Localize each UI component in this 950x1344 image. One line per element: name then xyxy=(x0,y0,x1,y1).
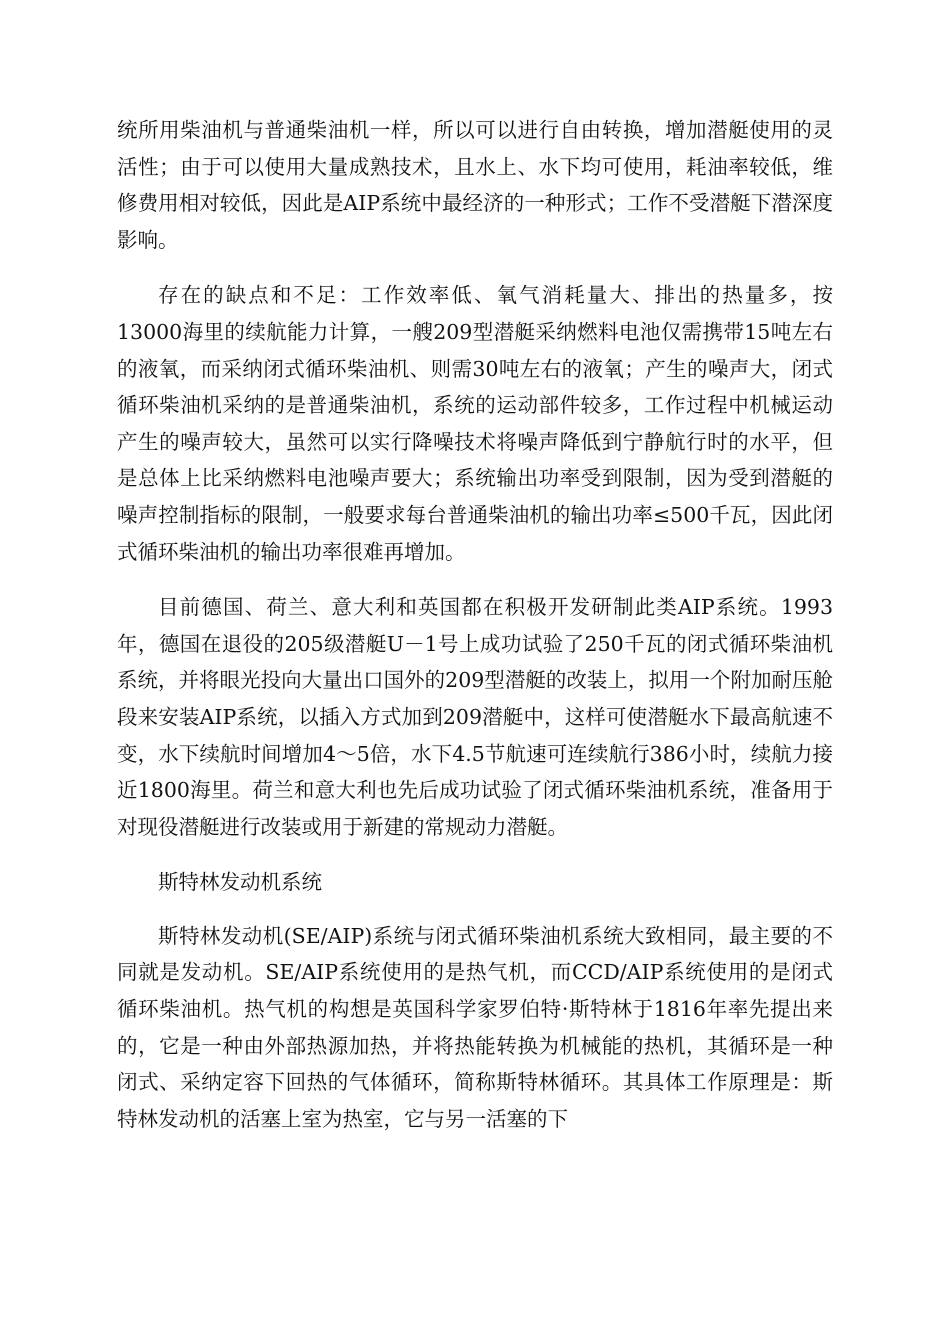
paragraph-continuation: 统所用柴油机与普通柴油机一样，所以可以进行自由转换，增加潜艇使用的灵活性；由于可以使用大量成熟技术，且水上、水下均可使用，耗油率较低，维修费用相对较低，因此是AIP系统中最经济的一种形式；工作不受潜艇下潜深度影响。 xyxy=(117,118,833,252)
document-body xyxy=(117,112,833,1156)
section-heading-stirling: 斯特林发动机系统 xyxy=(158,870,322,895)
paragraph-development: 目前德国、荷兰、意大利和英国都在积极开发研制此类AIP系统。1993年，德国在退役的205级潜艇U－1号上成功试验了250千瓦的闭式循环柴油机系统，并将眼光投向大量出口国外的209型潜艇的改装上，拟用一个附加耐压舱段来安装AIP系统，以插入方式加到209潜艇中，这样可使潜艇水下最高航速不变，水下续航时间增加4～5倍，水下4.5节航速可连续航行386小时，续航力接近1800海里。荷兰和意大利也先后成功试验了闭式循环柴油机系统，准备用于对现役潜艇进行改装或用于新建的常规动力潜艇。 xyxy=(117,595,833,839)
paragraph-stirling: 斯特林发动机(SE/AIP)系统与闭式循环柴油机系统大致相同，最主要的不同就是发动机。SE/AIP系统使用的是热气机，而CCD/AIP系统使用的是闭式循环柴油机。热气机的构想是英国科学家罗伯特·斯特林于1816年率先提出来的，它是一种由外部热源加热，并将热能转换为机械能的热机，其循环是一种闭式、采纳定容下回热的气体循环，简称斯特林循环。其具体工作原理是：斯特林发动机的活塞上室为热室，它与另一活塞的下 xyxy=(117,923,833,1131)
paragraph-drawbacks: 存在的缺点和不足：工作效率低、氧气消耗量大、排出的热量多，按13000海里的续航能力计算，一艘209型潜艇采纳燃料电池仅需携带15吨左右的液氧，而采纳闭式循环柴油机、则需30吨左右的液氧；产生的噪声大，闭式循环柴油机采纳的是普通柴油机，系统的运动部件较多，工作过程中机械运动产生的噪声较大，虽然可以实行降噪技术将噪声降低到宁静航行时的水平，但是总体上比采纳燃料电池噪声要大；系统输出功率受到限制，因为受到潜艇的噪声控制指标的限制，一般要求每台普通柴油机的输出功率≤500千瓦，因此闭式循环柴油机的输出功率很难再增加。 xyxy=(117,283,833,564)
